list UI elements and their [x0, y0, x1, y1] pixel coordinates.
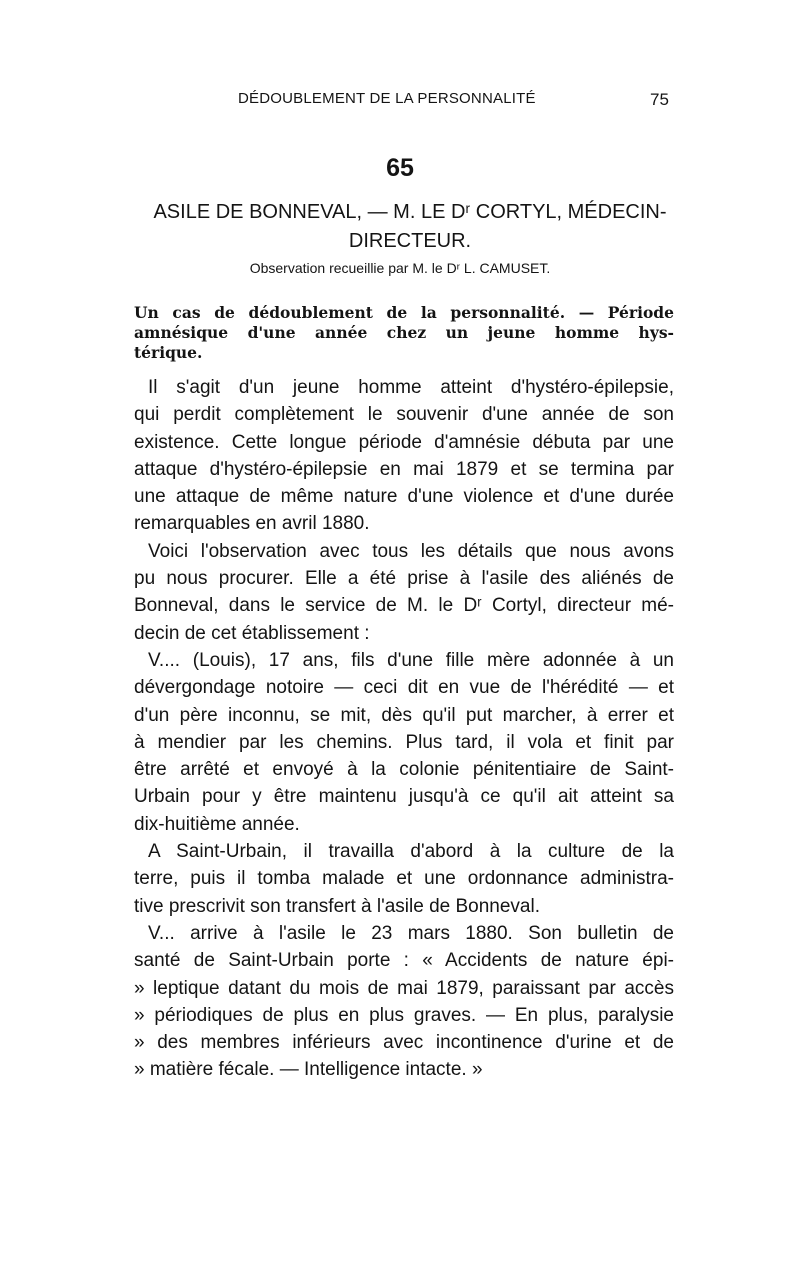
text-line: existence. Cette longue période d'amnésie débuta par une: [134, 431, 674, 453]
heading-line: ASILE DE BONNEVAL, — M. LE Dʳ CORTYL, MÉDECIN-: [153, 201, 667, 223]
section-heading: [140, 198, 680, 256]
heading-line: DIRECTEUR.: [348, 230, 472, 252]
text-line: une attaque de même nature d'une violence et d'une durée: [134, 486, 674, 508]
text-line: V.... (Louis), 17 ans, fils d'une fille mère adonnée à un: [148, 649, 674, 671]
text-line: Voici l'observation avec tous les détails que nous avons: [148, 540, 674, 562]
text-line: » matière fécale. — Intelligence intacte. »: [134, 1059, 483, 1081]
subtitle-line: Un cas de dédoublement de la personnalité. — Période: [134, 303, 674, 322]
text-line: dévergondage notoire — ceci dit en vue de l'hérédité — et: [134, 677, 674, 699]
text-line: dix-huitième année.: [134, 813, 300, 835]
subtitle-line: térique.: [134, 343, 203, 362]
text-line: terre, puis il tomba malade et une ordonnance administra-: [134, 868, 674, 890]
text-line: » des membres inférieurs avec incontinence d'urine et de: [134, 1032, 674, 1054]
text-line: Bonneval, dans le service de M. le Dʳ Cortyl, directeur mé-: [134, 595, 674, 617]
text-line: » leptique datant du mois de mai 1879, paraissant par accès: [134, 977, 674, 999]
text-line: » périodiques de plus en plus graves. — En plus, paralysie: [134, 1004, 674, 1026]
text-line: attaque d'hystéro-épilepsie en mai 1879 et se termina par: [134, 458, 674, 480]
text-line: A Saint-Urbain, il travailla d'abord à la culture de la: [148, 841, 674, 863]
text-line: pu nous procurer. Elle a été prise à l'asile des aliénés de: [134, 568, 674, 590]
text-line: qui perdit complètement le souvenir d'une année de son: [134, 404, 674, 426]
text-line: être arrêté et envoyé à la colonie pénitentiaire de Saint-: [134, 759, 674, 781]
observation-number: 65: [386, 154, 414, 182]
text-line: remarquables en avril 1880.: [134, 513, 370, 535]
text-line: decin de cet établissement :: [134, 622, 370, 644]
text-line: Urbain pour y être maintenu jusqu'à ce qu'il ait atteint sa: [134, 786, 674, 808]
text-line: à mendier par les chemins. Plus tard, il vola et finit par: [134, 731, 674, 753]
text-line: tive prescrivit son transfert à l'asile de Bonneval.: [134, 895, 540, 917]
text-line: V... arrive à l'asile le 23 mars 1880. Son bulletin de: [148, 922, 674, 944]
observer-credit: Observation recueillie par M. le Dʳ L. CAMUSET.: [249, 260, 551, 276]
text-line: santé de Saint-Urbain porte : « Accidents de nature épi-: [134, 950, 674, 972]
body-text: [134, 374, 674, 1084]
subtitle-line: amnésique d'une année chez un jeune homme hys-: [134, 323, 674, 342]
page-number: 75: [650, 90, 669, 109]
case-subtitle: [134, 303, 674, 363]
text-line: d'un père inconnu, se mit, dès qu'il put marcher, à errer et: [134, 704, 674, 726]
running-head: DÉDOUBLEMENT DE LA PERSONNALITÉ: [238, 90, 536, 107]
text-line: Il s'agit d'un jeune homme atteint d'hystéro-épilepsie,: [148, 377, 674, 398]
